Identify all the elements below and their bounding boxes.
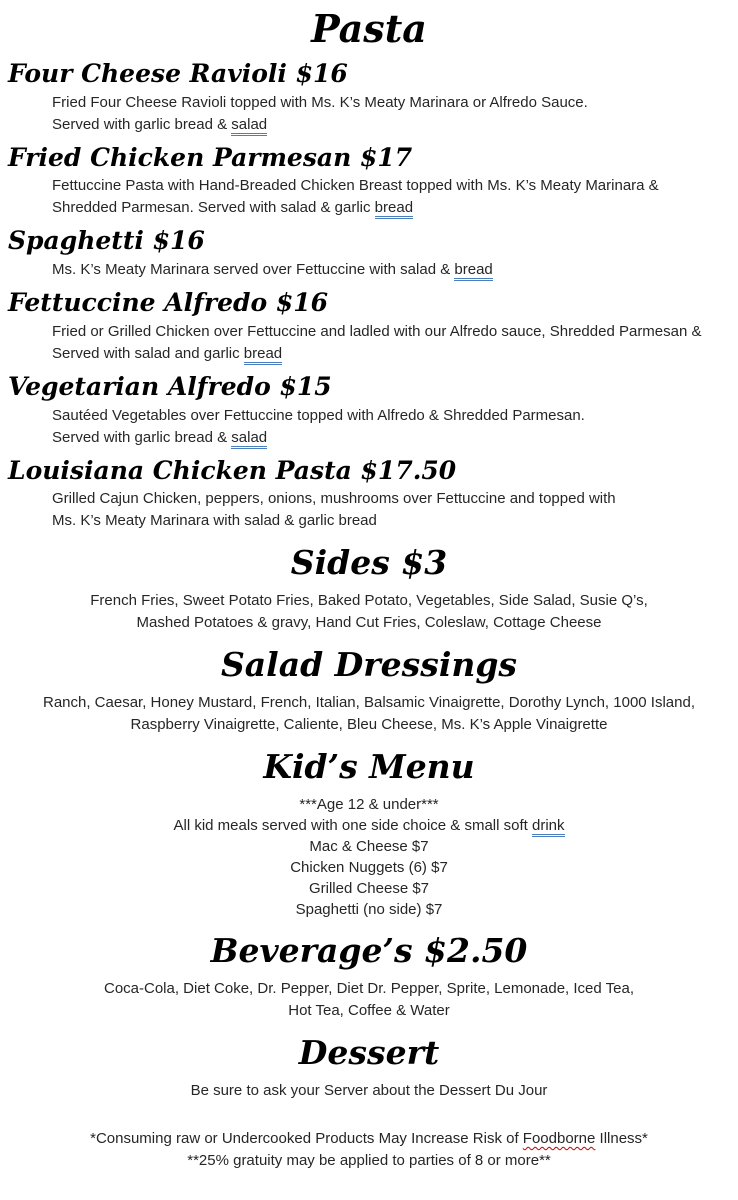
- dressings-list-line: Raspberry Vinaigrette, Caliente, Bleu Cheese, Ms. K’s Apple Vinaigrette: [130, 716, 608, 734]
- dessert-note: Be sure to ask your Server about the Dessert Du Jour: [190, 1081, 548, 1099]
- item-title: Louisiana Chicken Pasta $17.50: [8, 455, 457, 485]
- desc-text: Ms. K’s Meaty Marinara with salad & garlic bread: [52, 512, 377, 530]
- kids-menu-section: [0, 748, 738, 920]
- menu-item-four-cheese-ravioli: [0, 60, 738, 136]
- beverages-list-line: Hot Tea, Coffee & Water: [288, 1002, 450, 1020]
- sides-list-line: Mashed Potatoes & gravy, Hand Cut Fries, Coleslaw, Cottage Cheese: [136, 614, 602, 632]
- item-description-line: [52, 405, 726, 427]
- desc-text: Fettuccine Pasta with Hand-Breaded Chicken Breast topped with Ms. K’s Meaty Marinara &: [52, 177, 659, 195]
- item-description-line: [52, 321, 726, 343]
- disclaimer-text: *Consuming raw or Undercooked Products May Increase Risk of: [90, 1129, 523, 1147]
- spellcheck-underlined-word: Foodborne: [522, 1129, 596, 1147]
- kids-served-text: All kid meals served with one side choice & small soft: [173, 817, 532, 835]
- item-description-line: [52, 114, 726, 136]
- item-title: Four Cheese Ravioli $16: [8, 58, 348, 88]
- desc-text: Shredded Parmesan. Served with salad & garlic: [52, 199, 375, 217]
- grammar-underlined-word: salad: [231, 429, 267, 449]
- dressings-list-line: Ranch, Caesar, Honey Mustard, French, Italian, Balsamic Vinaigrette, Dorothy Lynch, 1000 Island,: [42, 694, 695, 712]
- gratuity-note: **25% gratuity may be applied to parties of 8 or more**: [187, 1151, 551, 1169]
- item-description-line: [52, 175, 726, 197]
- section-title-dessert: Dessert: [298, 1033, 440, 1073]
- sides-section: [0, 544, 738, 634]
- section-title-beverages: Beverage’s $2.50: [210, 931, 528, 971]
- item-title: Vegetarian Alfredo $15: [8, 371, 332, 401]
- item-description-line: [52, 92, 726, 114]
- grammar-underlined-word: bread: [375, 199, 413, 219]
- desc-text: Served with garlic bread &: [52, 115, 232, 133]
- item-description-line: [52, 343, 726, 365]
- pasta-section: [0, 60, 738, 533]
- grammar-underlined-word: bread: [244, 345, 282, 365]
- menu-item-vegetarian-alfredo: [0, 373, 738, 449]
- kids-item: Mac & Cheese $7: [309, 838, 429, 856]
- disclaimer-line: [0, 1128, 738, 1150]
- kids-age-note: ***Age 12 & under***: [299, 796, 439, 814]
- section-title-salad-dressings: Salad Dressings: [220, 645, 518, 685]
- grammar-underlined-word: drink: [532, 817, 565, 837]
- beverages-list-line: Coca-Cola, Diet Coke, Dr. Pepper, Diet Dr. Pepper, Sprite, Lemonade, Iced Tea,: [103, 980, 634, 998]
- disclaimer-section: [0, 1128, 738, 1172]
- page-title: Pasta: [311, 6, 427, 51]
- item-description-line: [52, 510, 726, 532]
- kids-item: Chicken Nuggets (6) $7: [290, 859, 448, 877]
- item-description-line: [52, 259, 726, 281]
- kids-item: Spaghetti (no side) $7: [295, 901, 443, 919]
- beverages-section: [0, 932, 738, 1022]
- desc-text: Fried or Grilled Chicken over Fettuccine and ladled with our Alfredo sauce, Shredded Parmesan &: [52, 322, 702, 340]
- item-title: Fried Chicken Parmesan $17: [8, 142, 413, 172]
- item-title: Fettuccine Alfredo $16: [8, 288, 329, 318]
- desc-text: Sautéed Vegetables over Fettuccine topped with Alfredo & Shredded Parmesan.: [52, 406, 585, 424]
- kids-item: Grilled Cheese $7: [308, 880, 430, 898]
- menu-item-fettuccine-alfredo: [0, 289, 738, 365]
- desc-text: Served with garlic bread &: [52, 428, 232, 446]
- section-title-sides: Sides $3: [290, 543, 448, 583]
- item-description-line: [52, 197, 726, 219]
- disclaimer-text: Illness*: [595, 1129, 648, 1147]
- item-description-line: [52, 488, 726, 510]
- kids-served-note: [0, 815, 738, 836]
- grammar-underlined-word: bread: [454, 261, 492, 281]
- desc-text: Grilled Cajun Chicken, peppers, onions, mushrooms over Fettuccine and topped with: [52, 490, 616, 508]
- dessert-section: [0, 1034, 738, 1102]
- salad-dressings-section: [0, 646, 738, 736]
- menu-item-spaghetti: [0, 227, 738, 281]
- desc-text: Served with salad and garlic: [52, 344, 244, 362]
- desc-text: Ms. K’s Meaty Marinara served over Fettuccine with salad &: [52, 261, 455, 279]
- desc-text: Fried Four Cheese Ravioli topped with Ms. K’s Meaty Marinara or Alfredo Sauce.: [52, 93, 588, 111]
- item-description-line: [52, 427, 726, 449]
- item-title: Spaghetti $16: [8, 226, 205, 256]
- menu-item-louisiana-chicken-pasta: [0, 457, 738, 533]
- section-title-kids-menu: Kid’s Menu: [263, 747, 475, 787]
- menu-item-fried-chicken-parmesan: [0, 144, 738, 220]
- grammar-underlined-word: salad: [231, 116, 267, 136]
- sides-list-line: French Fries, Sweet Potato Fries, Baked Potato, Vegetables, Side Salad, Susie Q’s,: [90, 592, 648, 610]
